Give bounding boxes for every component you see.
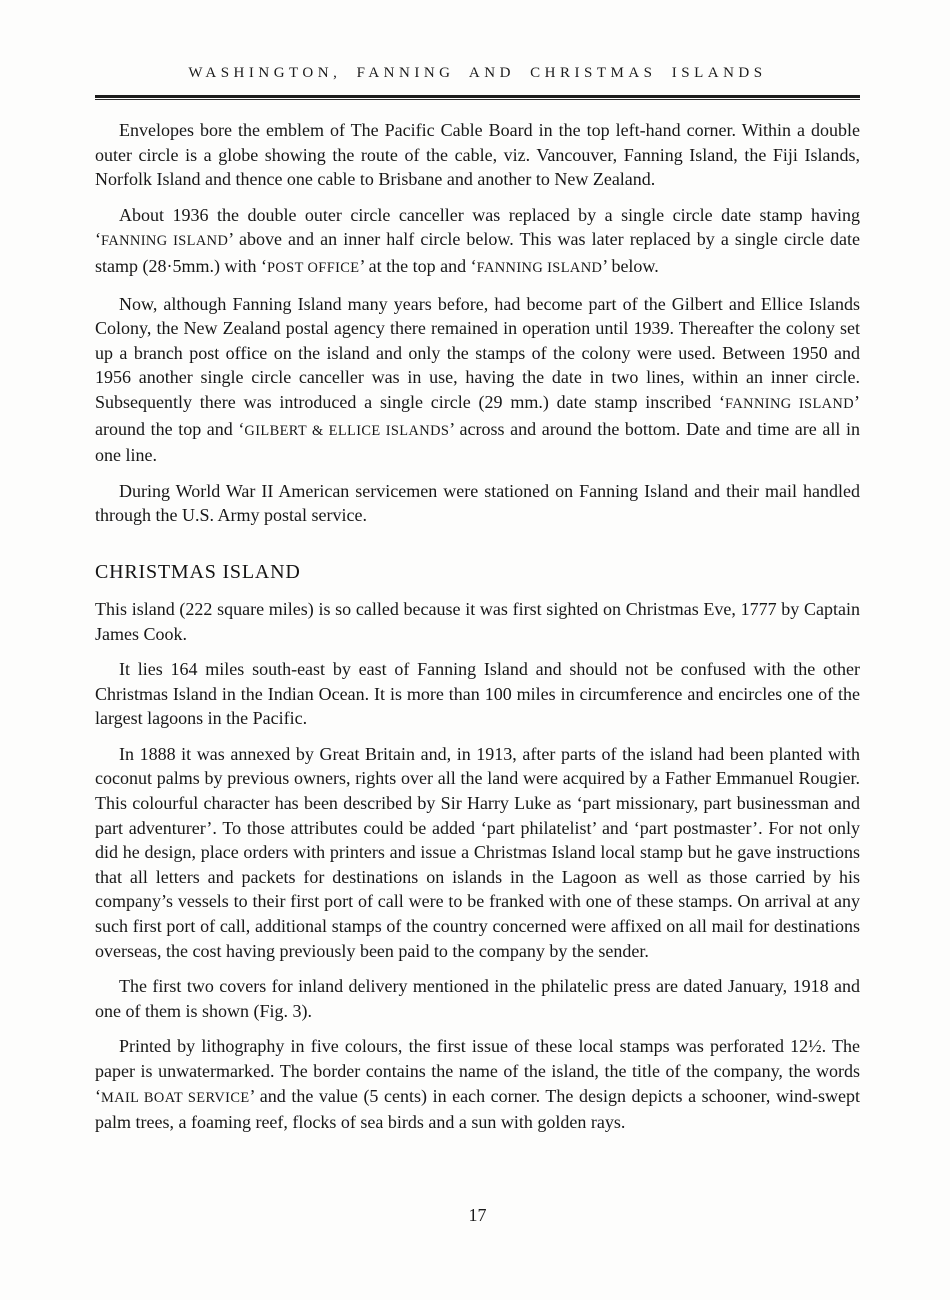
- text-run: ’ around the top and ‘: [95, 391, 861, 439]
- text-run: During World War II American servicemen were stationed on Fanning Island and their mail handled through the U.S. Army postal service.: [95, 480, 860, 526]
- text-run: The first two covers for inland delivery mentioned in the philatelic press are dated January, 1918 and one of them is shown (Fig. 3).: [95, 976, 860, 1021]
- text-run: Printed by lithography in five colours, the first issue of these local stamps was perforated 12½. The paper is unwatermarked. The border contains the name of the island, the title of the company, the words ‘: [95, 1036, 860, 1106]
- small-caps-text: FANNING ISLAND: [476, 259, 603, 276]
- text-run: ’ above and an inner half circle below. This was later replaced by a single circle date stamp (28·5mm.) with ‘: [95, 229, 860, 276]
- paragraph: [95, 974, 860, 1023]
- section-heading: CHRISTMAS ISLAND: [95, 560, 301, 583]
- paragraph: [95, 479, 860, 528]
- paragraph: [95, 657, 860, 731]
- text-run: ’ at the top and ‘: [359, 255, 477, 276]
- paragraph: [95, 118, 860, 192]
- small-caps-text: FANNING ISLAND: [101, 233, 229, 250]
- text-run: Now, although Fanning Island many years before, had become part of the Gilbert and Ellice Islands Colony, the New Zealand postal agency there remained in operation until 1939. Thereafter the colony set up a branch post office on the island and only the stamps of the colony were used. Between 1950 and 1956 another single circle canceller was in use, having the date in two lines, within an inner circle. Subsequently there was introduced a single circle (29 mm.) date stamp inscribed ‘: [95, 293, 860, 412]
- small-caps-text: GILBERT & ELLICE ISLANDS: [244, 422, 450, 439]
- paragraph: [95, 1034, 860, 1134]
- paragraph: [95, 742, 860, 963]
- text-run: It lies 164 miles south-east by east of Fanning Island and should not be confused with the other Christmas Island in the Indian Ocean. It is more than 100 miles in circumference and encircles one of the largest lagoons in the Pacific.: [95, 659, 860, 729]
- text-run: In 1888 it was annexed by Great Britain and, in 1913, after parts of the island had been planted with coconut palms by previous owners, rights over all the land were acquired by a Father Emmanuel Rougier. This colourful character has been described by Sir Harry Luke as ‘part missionary, part businessman and part adventurer’. To those attributes could be added ‘part philatelist’ and ‘part postmaster’. For not only did he design, place orders with printers and issue a Christmas Island local stamp but he gave instructions that all letters and packets for destinations on islands in the Lagoon as well as those carried by his company’s vessels to their first port of call were to be franked with one of these stamps. On arrival at any such first port of call, additional stamps of the country concerned were affixed on all mail for destinations overseas, the cost having previously been paid to the company by the sender.: [95, 743, 860, 961]
- paragraph: [95, 292, 860, 468]
- text-run: ’ and the value (5 cents) in each corner. The design depicts a schooner, wind-swept palm trees, a foaming reef, flocks of sea birds and a sun with golden rays.: [95, 1085, 860, 1133]
- paragraph: [95, 203, 860, 281]
- text-run: This island (222 square miles) is so called because it was first sighted on Christmas Eve, 1777 by Captain James Cook.: [95, 598, 860, 644]
- text-block: [95, 64, 860, 1135]
- text-run: ’ across and around the bottom. Date and time are all in one line.: [95, 418, 860, 466]
- text-run: ’ below.: [602, 255, 659, 276]
- small-caps-text: MAIL BOAT SERVICE: [101, 1089, 250, 1106]
- small-caps-text: POST OFFICE: [266, 259, 360, 276]
- text-run: About 1936 the double outer circle canceller was replaced by a single circle date stamp having ‘: [95, 204, 860, 250]
- text-run: Envelopes bore the emblem of The Pacific Cable Board in the top left-hand corner. Within a double outer circle is a globe showing the route of the cable, viz. Vancouver, Fanning Island, the Fiji Islands, Norfolk Island and thence one cable to Brisbane and another to New Zealand.: [95, 120, 860, 190]
- paragraph: [95, 597, 860, 646]
- page-number: 17: [468, 1205, 487, 1225]
- small-caps-text: FANNING ISLAND: [725, 395, 855, 412]
- running-header: WASHINGTON, FANNING AND CHRISTMAS ISLANDS: [188, 65, 767, 81]
- page-body: [95, 118, 860, 1135]
- header-rule: [95, 95, 860, 100]
